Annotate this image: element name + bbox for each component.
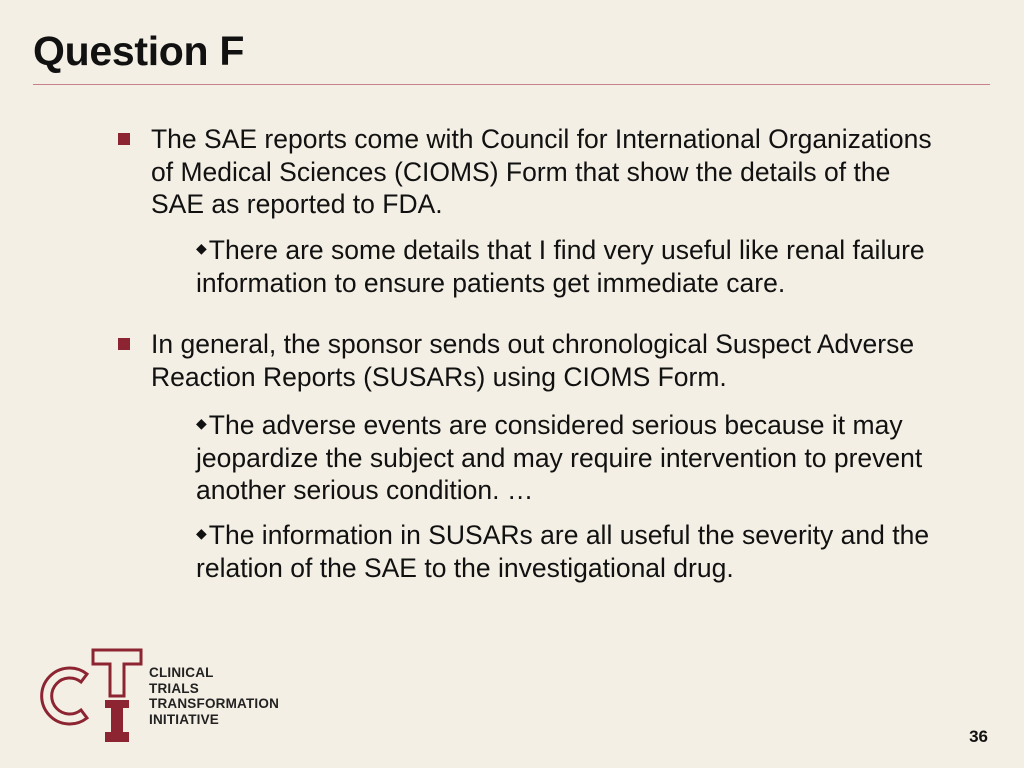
bullet-item [151,123,941,221]
sub-bullet-text: The adverse events are considered serious because it may jeopardize the subject and may require intervention to prevent another serious condition. … [196,410,923,505]
logo-wordmark [149,665,279,727]
slide-title: Question F [33,28,245,74]
sub-bullet-item [196,407,936,507]
logo-line: INITIATIVE [149,711,220,727]
sub-bullet-text: There are some details that I find very useful like renal failure information to ensure patients get immediate care. [196,235,925,298]
sub-bullet-text: The information in SUSARs are all useful the severity and the relation of the SAE to the investigational drug. [196,520,930,583]
bullet-text: In general, the sponsor sends out chronological Suspect Adverse Reaction Reports (SUSARs) using CIOMS Form. [151,329,915,392]
sub-bullet-item [196,232,936,299]
bullet-text: The SAE reports come with Council for International Organizations of Medical Sciences (CIOMS) Form that show the details of the SAE as reported to FDA. [151,124,932,219]
bullet-item [151,328,941,393]
logo-line: TRIALS [149,680,199,696]
logo-line: CLINICAL [149,665,214,680]
square-bullet-icon [118,338,130,350]
square-bullet-icon [118,133,130,145]
diamond-bullet-icon: ◆ [196,240,207,256]
diamond-bullet-icon: ◆ [196,415,207,431]
page-number: 36 [969,727,988,746]
logo-line: TRANSFORMATION [149,696,280,711]
sub-bullet-item [196,517,936,584]
diamond-bullet-icon: ◆ [196,525,207,541]
